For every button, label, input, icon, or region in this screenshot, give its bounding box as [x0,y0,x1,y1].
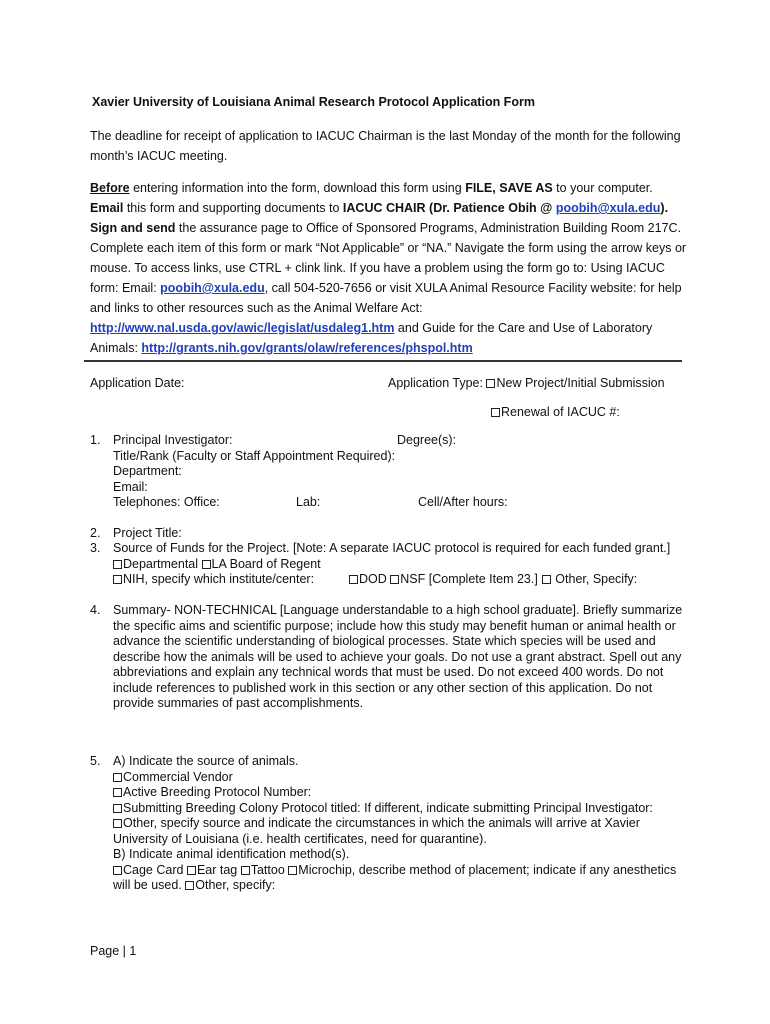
chair-email-link[interactable]: poobih@xula.edu [555,201,661,215]
title-rank-label: Title/Rank (Faculty or Staff Appointment Required): [113,448,396,463]
help-email-link[interactable]: poobih@xula.edu [160,281,265,295]
application-type-label: Application Type: [388,376,483,390]
tel-office-label: Telephones: Office: [113,495,220,509]
department-label: Department: [113,464,182,478]
departmental-label: Departmental [123,556,199,571]
to-computer-text: to your computer. [552,181,653,195]
submitting-breeding-checkbox[interactable] [113,804,122,813]
cell-label: Cell/After hours: [418,495,508,509]
pi-label: Principal Investigator: [113,433,233,447]
la-board-label: LA Board of Regent [211,556,321,571]
funds-text: Source of Funds for the Project. [Note: A separate IACUC protocol is required for each funded grant.] [113,541,671,555]
active-breeding-checkbox[interactable] [113,788,122,797]
ear-tag-checkbox[interactable] [187,866,196,875]
commercial-vendor-checkbox[interactable] [113,773,122,782]
section-3-number: 3. [90,541,101,555]
before-text: entering information into the form, download this form using [129,181,466,195]
microchip-label: Microchip, describe method of placement; indicate if any anesthetics will be used. [113,862,677,892]
cage-card-checkbox[interactable] [113,866,122,875]
other-id-label: Other, specify: [195,878,276,892]
deadline-paragraph: The deadline for receipt of application to IACUC Chairman is the last Monday of the month for the following month’s IACUC meeting. [90,129,681,163]
animal-source-label: A) Indicate the source of animals. [113,754,299,768]
application-type-row [388,376,665,391]
tattoo-checkbox[interactable] [241,866,250,875]
help-text: , call 504-520-7656 or visit XULA Animal Resource Facility website: for help and links to other resources such as the Animal Welfare Act: [90,281,682,315]
degrees-label: Degree(s): [397,433,457,447]
la-board-checkbox[interactable] [202,560,211,569]
section-1-number: 1. [90,433,101,447]
chair-close: ). [660,201,669,215]
awa-link[interactable]: http://www.nal.usda.gov/awic/legislat/usdaleg1.htm [90,321,395,335]
dod-label: DOD [359,572,387,586]
departmental-checkbox[interactable] [113,560,122,569]
email-field-label: Email: [113,479,148,494]
section-5-number: 5. [90,754,101,768]
other-source-label: Other, specify source and indicate the circumstances in which the animals will arrive at Xavier University of Louisiana (i.e. health certificates, need for quarantine). [113,816,640,846]
ear-tag-label: Ear tag [196,862,238,877]
project-title-label: Project Title: [113,526,182,540]
sign-send-label: Sign and send [90,221,176,235]
identification-label: B) Indicate animal identification method(s). [113,847,350,861]
other-funds-label: Other, Specify: [551,572,638,586]
renewal-row [491,405,620,420]
page-number: Page | 1 [90,944,137,958]
phs-policy-link[interactable]: http://grants.nih.gov/grants/olaw/references/phspol.htm [141,341,473,355]
email-text: this form and supporting documents to [123,201,343,215]
application-date-label: Application Date: [90,376,185,390]
section-5 [113,754,683,894]
renewal-checkbox[interactable] [491,408,500,417]
lab-label: Lab: [296,495,321,509]
email-label: Email [90,201,124,215]
commercial-vendor-label: Commercial Vendor [123,769,233,784]
section-2-number: 2. [90,526,101,540]
section-divider [84,360,682,362]
cage-card-label: Cage Card [123,862,184,877]
sign-send-text: the assurance page to Office of Sponsored Programs, Administration Building Room 217C. Complete each item of this form or mark “Not Applicable” or “NA.” Navigate the form using the arrow keys or mouse. To access links, use CTRL + clink link. If you have a problem using the form go to: Using IACUC form: Email: [90,221,687,295]
new-project-label: New Project/Initial Submission [496,376,665,390]
chair-label: IACUC CHAIR (Dr. Patience Obih @ [342,201,556,215]
renewal-label: Renewal of IACUC #: [501,405,620,419]
file-save-as: FILE, SAVE AS [465,181,553,195]
active-breeding-label: Active Breeding Protocol Number: [123,785,312,799]
dod-checkbox[interactable] [349,575,358,584]
nsf-label: NSF [Complete Item 23.] [400,572,538,586]
form-title: Xavier University of Louisiana Animal Research Protocol Application Form [92,95,535,109]
section-1 [113,433,683,511]
submitting-breeding-label: Submitting Breeding Colony Protocol titled: If different, indicate submitting Principal Investigator: [123,800,653,815]
summary-text: Summary- NON-TECHNICAL [Language understandable to a high school graduate]. Briefly summarize the specific aims and scientific purpose; include how this study may benefit human or animal health or advance the scientific understanding of biological processes. State which species will be used and describe how the animals will be used to achieve your goals. Do not use a grant abstract. Spell out any abbreviations and explain any technical words that must be used. Do not exceed 400 words. Do not include references to published work in this section or any other section of this application. Do not provide summaries of past accomplishments. [113,603,683,710]
nih-checkbox[interactable] [113,575,122,584]
tattoo-label: Tattoo [250,862,285,877]
microchip-checkbox[interactable] [288,866,297,875]
other-id-checkbox[interactable] [185,881,194,890]
nih-label: NIH, specify which institute/center: [123,572,315,586]
nsf-checkbox[interactable] [390,575,399,584]
new-project-checkbox[interactable] [486,379,495,388]
other-source-checkbox[interactable] [113,819,122,828]
section-4-number: 4. [90,603,101,617]
section-3 [113,541,683,588]
instructions-paragraph [90,178,690,358]
before-label: Before [90,181,130,195]
other-funds-checkbox[interactable] [542,575,551,584]
guide-text: and Guide for the Care and Use of Laboratory Animals: [90,321,653,355]
